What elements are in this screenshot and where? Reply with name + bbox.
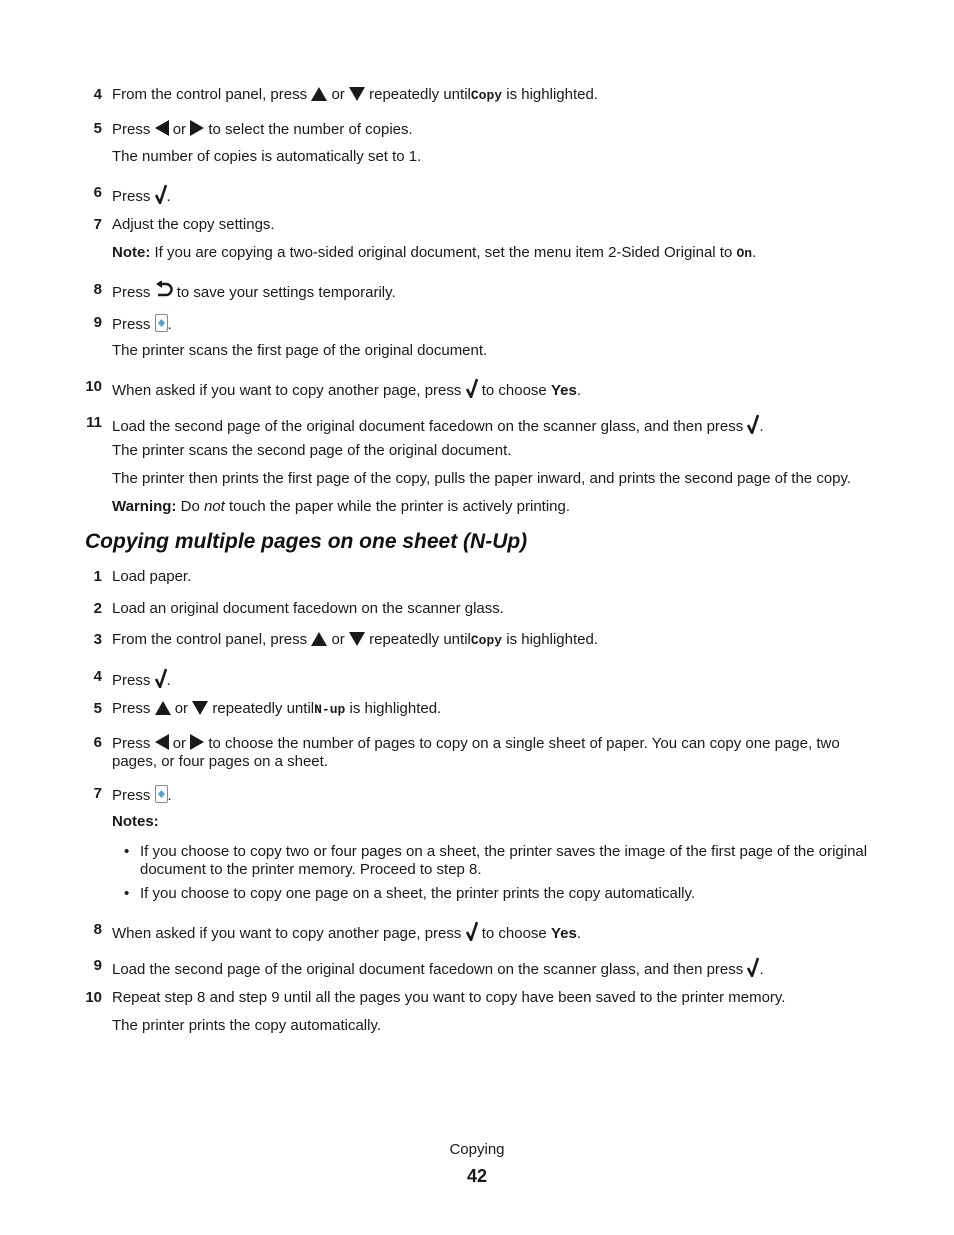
step-text: Press <box>112 121 151 138</box>
step-number: 3 <box>93 631 102 648</box>
step-text: Press <box>112 700 151 717</box>
step-text: to select the number of copies. <box>208 121 413 138</box>
up-arrow-icon <box>311 632 327 646</box>
step-text: From the control panel, press <box>112 631 308 648</box>
step-text: . <box>166 188 171 205</box>
step-number: 4 <box>93 86 102 103</box>
section-heading: Copying multiple pages on one sheet (N-Up) <box>85 530 528 553</box>
note-label: Note: <box>112 244 151 261</box>
yes-option: Yes <box>550 382 577 399</box>
warning-emphasis: not <box>203 498 225 515</box>
step-text: Press <box>112 672 151 689</box>
nup-step-8 <box>93 921 872 943</box>
step-number: 7 <box>93 785 102 802</box>
nup-step-5 <box>93 700 872 719</box>
step-number: 8 <box>93 281 102 298</box>
step-4 <box>93 86 872 105</box>
step-text: When asked if you want to copy another page, press <box>112 382 462 399</box>
step-text: Press <box>112 735 151 752</box>
notes-label <box>112 813 872 831</box>
step-number: 10 <box>85 378 102 395</box>
left-arrow-icon <box>155 734 169 750</box>
step-number: 11 <box>86 414 102 431</box>
note-end: . <box>752 244 757 261</box>
step-text: When asked if you want to copy another page, press <box>112 925 462 942</box>
step-text: repeatedly until <box>369 631 471 648</box>
checkmark-icon <box>466 921 478 941</box>
down-arrow-icon <box>192 701 208 715</box>
step-text: Press <box>112 284 151 301</box>
warning <box>112 498 872 516</box>
down-arrow-icon <box>349 632 365 646</box>
step-number: 9 <box>93 314 102 331</box>
warning-label: Warning: <box>112 498 177 515</box>
bullet-text: If you choose to copy two or four pages on a sheet, the printer saves the image of the first page of the original document to the printer memory. Proceed to step 8. <box>140 843 868 878</box>
nup-step-2 <box>93 600 872 618</box>
checkmark-icon <box>155 668 167 688</box>
step-text: Press <box>112 787 151 804</box>
step-number: 7 <box>93 216 102 233</box>
nup-step-9 <box>93 957 872 979</box>
step-text: Load an original document facedown on the scanner glass. <box>112 600 504 617</box>
list-item <box>124 885 875 903</box>
step-text: Repeat step 8 and step 9 until all the pages you want to copy have been saved to the printer memory. <box>112 989 786 1006</box>
footer-section-name: Copying <box>449 1141 505 1158</box>
warning-text: Do <box>180 498 200 515</box>
back-arrow-icon <box>155 281 173 299</box>
yes-option: Yes <box>550 925 577 942</box>
step-text: Load the second page of the original document facedown on the scanner glass, and then press <box>112 961 744 978</box>
step-number: 1 <box>93 568 102 585</box>
start-button-icon <box>155 785 168 803</box>
checkmark-icon <box>466 378 478 398</box>
nup-step-3 <box>93 631 872 650</box>
step-11-result: The printer scans the second page of the original document. <box>112 442 512 459</box>
step-text: Press <box>112 316 151 333</box>
checkmark-icon <box>747 957 759 977</box>
step-end: . <box>576 382 581 399</box>
start-button-icon <box>155 314 168 332</box>
step-number: 8 <box>93 921 102 938</box>
step-5-result: The number of copies is automatically set to 1. <box>112 148 422 165</box>
step-number: 2 <box>93 600 102 617</box>
bullet-dot: • <box>124 843 130 860</box>
step-end: . <box>759 961 764 978</box>
step-10-result: The printer prints the copy automatically. <box>112 1017 382 1034</box>
left-arrow-icon <box>155 120 169 136</box>
nup-step-10 <box>85 989 872 1007</box>
nup-step-1 <box>93 568 872 586</box>
step-number: 6 <box>93 184 102 201</box>
checkmark-icon <box>155 184 167 204</box>
step-text: or <box>172 121 187 138</box>
step-text: is highlighted. <box>506 86 598 103</box>
nup-step-6 <box>93 734 872 771</box>
step-text: to choose <box>481 925 547 942</box>
step-text: or <box>172 735 187 752</box>
notes-heading: Notes: <box>112 813 159 830</box>
step-text: Press <box>112 188 151 205</box>
step-text: . <box>167 316 172 333</box>
menu-code: N-up <box>314 702 346 717</box>
right-arrow-icon <box>190 734 204 750</box>
down-arrow-icon <box>349 87 365 101</box>
up-arrow-icon <box>155 701 171 715</box>
step-text: repeatedly until <box>212 700 315 717</box>
step-number: 6 <box>93 734 102 751</box>
bullet-dot: • <box>124 885 130 902</box>
step-end: . <box>576 925 581 942</box>
up-arrow-icon <box>311 87 327 101</box>
checkmark-icon <box>747 414 759 434</box>
step-text: Load paper. <box>112 568 192 585</box>
step-end: . <box>167 787 172 804</box>
step-text: repeatedly until <box>369 86 471 103</box>
step-text: or <box>331 631 345 648</box>
step-text: to choose <box>481 382 547 399</box>
step-11-result-2: The printer then prints the first page of the copy, pulls the paper inward, and prints the second page of the copy. <box>112 470 852 487</box>
step-number: 4 <box>93 668 102 685</box>
note <box>112 244 872 263</box>
nup-step-7 <box>93 785 872 805</box>
menu-code: Copy <box>470 633 503 648</box>
step-text: From the control panel, press <box>112 86 308 103</box>
step-end: . <box>166 672 171 689</box>
step-text: Adjust the copy settings. <box>112 216 275 233</box>
step-text: to save your settings temporarily. <box>176 284 396 301</box>
step-text: or <box>331 86 345 103</box>
warning-text: touch the paper while the printer is actively printing. <box>229 498 571 515</box>
page-number: 42 <box>466 1166 488 1186</box>
list-item <box>124 843 875 879</box>
menu-code: On <box>736 246 753 261</box>
right-arrow-icon <box>190 120 204 136</box>
step-5 <box>93 120 872 139</box>
menu-code: Copy <box>470 88 503 103</box>
step-8 <box>93 281 872 302</box>
step-text: to choose the number of pages to copy on a single sheet of paper. You can copy one page, two pages, or four pages on a sheet. <box>112 735 840 770</box>
step-number: 9 <box>93 957 102 974</box>
step-text: Load the second page of the original document facedown on the scanner glass, and then press <box>112 418 744 435</box>
step-text: is highlighted. <box>349 700 442 717</box>
step-6 <box>93 184 872 206</box>
step-number: 5 <box>93 120 102 137</box>
step-number: 5 <box>93 700 102 717</box>
step-11 <box>86 414 872 436</box>
note-text: If you are copying a two-sided original document, set the menu item 2-Sided Original to <box>154 244 733 261</box>
step-end: . <box>759 418 764 435</box>
step-text: or <box>174 700 189 717</box>
nup-step-4 <box>93 668 872 690</box>
step-9 <box>93 314 872 334</box>
bullet-text: If you choose to copy one page on a sheet, the printer prints the copy automatically. <box>140 885 696 902</box>
step-text: is highlighted. <box>506 631 598 648</box>
step-9-result: The printer scans the first page of the original document. <box>112 342 488 359</box>
step-7 <box>93 216 872 234</box>
step-number: 10 <box>85 989 102 1006</box>
step-10 <box>85 378 872 400</box>
